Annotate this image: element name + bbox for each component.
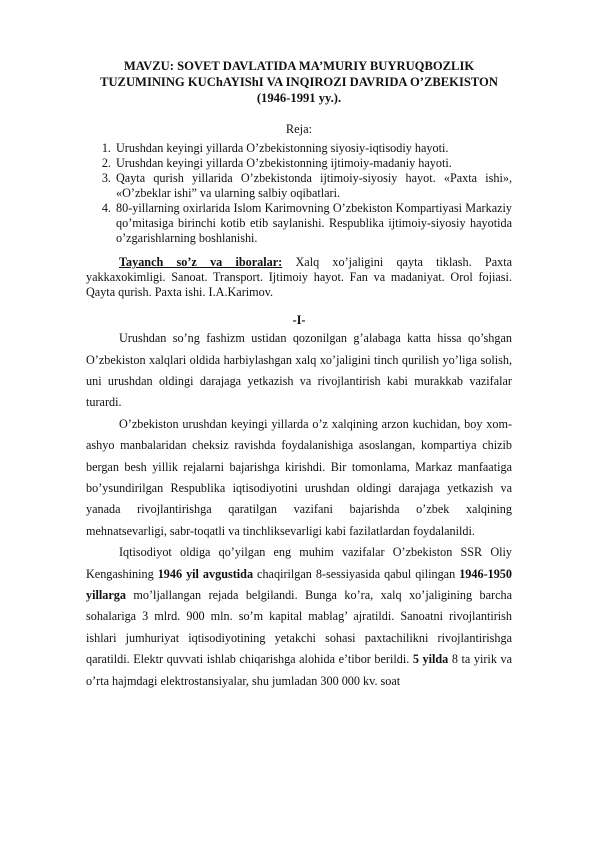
keywords-paragraph xyxy=(86,255,512,300)
document-title xyxy=(86,58,512,106)
keywords-text: Xalq xo’jaligini qayta tiklash. Paxta yakkaxokimligi. Sanoat. Transport. Ijtimoiy hayot. Fan va madaniyat. Orol fojiasi. Qayta qurish. Paxta ishi. I.A.Karimov. xyxy=(86,255,512,299)
paragraph-3-text: Iqtisodiyot oldiga qo’yilgan eng muhim vazifalar O’zbekiston SSR Oliy Kengashining xyxy=(86,545,512,581)
paragraph-3-bold: 5 yilda xyxy=(412,652,449,667)
title-line-2: TUZUMINING KUChAYIShI VA INQIROZI DAVRIDA O’ZBEKISTON xyxy=(100,75,498,89)
paragraph-3-text: chaqirilgan 8-sessiyasida qabul qilingan xyxy=(253,566,460,581)
section-heading: -I- xyxy=(292,313,306,328)
keywords-label: Tayanch so’z va iboralar: xyxy=(119,255,283,269)
paragraph-3-bold: 1946 yil avgustida xyxy=(157,566,254,581)
plan-item: 1. Urushdan keyingi yillarda O’zbekistonning siyosiy-iqtisodiy hayoti. xyxy=(114,141,512,156)
title-line-3: (1946-1991 yy.). xyxy=(256,91,342,105)
paragraph-3-text: 8 ta yirik va o’rta hajmdagi elektrostansiyalar, shu jumladan 300 000 kv. soat xyxy=(86,652,512,688)
paragraph-1: Urushdan so’ng fashizm ustidan qozonilgan g’alabaga katta hissa qo’shgan O’zbekiston xalqlari oldida harbiylashgan xalq xo’jaligini tinch qurilish yo’liga solish, uni urushdan oldingi darajaga yetkazish va rivojlantirish kabi murakkab vazifalar turardi. xyxy=(86,331,512,410)
paragraph-3-text: mo’ljallangan rejada belgilandi. Bunga ko’ra, xalq xo’jaligining barcha sohalariga 3 mlrd. 900 mln. so’m kapital mablag’ ajratildi. Sanoatni rivojlantirish ishlari jumhuriyat iqtisodiyotining yetakchi sohasi paxtachilikni rivojlantirishga qaratildi. Elektr quvvati ishlab chiqarishga alohida e’tibor berildi. xyxy=(86,588,512,667)
title-line-1: MAVZU: SOVET DAVLATIDA MA’MURIY BUYRUQBOZLIK xyxy=(123,59,475,73)
paragraph-3 xyxy=(86,542,512,692)
plan-heading: Reja: xyxy=(285,122,313,136)
paragraph-3-bold: 1946-1950 yillarga xyxy=(86,566,512,603)
plan-list xyxy=(86,141,512,246)
plan-item: 2. Urushdan keyingi yillarda O’zbekistonning ijtimoiy-madaniy hayoti. xyxy=(114,156,512,171)
plan-item: 3. Qayta qurish yillarida O’zbekistonda ijtimoiy-siyosiy hayot. «Paxta ishi», «O’zbeklar ishi” va ularning salbiy oqibatlari. xyxy=(114,171,512,201)
document-page xyxy=(86,58,512,692)
plan-item: 4. 80-yillarning oxirlarida Islom Karimovning O’zbekiston Kompartiyasi Markaziy qo’mitasiga birinchi kotib etib saylanishi. Respublika ijtimoiy-siyosiy hayotida o’zgarishlarning boshlanishi. xyxy=(114,201,512,246)
paragraph-2: O’zbekiston urushdan keyingi yillarda o’z xalqining arzon kuchidan, boy xom-ashyo manbalaridan cheksiz ravishda foydalanishiga asoslangan, kompartiya chizib bergan besh yillik rejalarni bajarishga kirishdi. Bir tomonlama, Markaz manfaatiga bo’ysundirilgan Respublika iqtisodiyotini urushdan oldingi darajaga yetkazish va yanada rivojlantirishga qaratilgan vazifani bajarishda o’zbek xalqining mehnatsevarligi, sabr-toqatli va tinchliksevarligi kabi fazilatlardan foydalanildi. xyxy=(86,416,512,538)
